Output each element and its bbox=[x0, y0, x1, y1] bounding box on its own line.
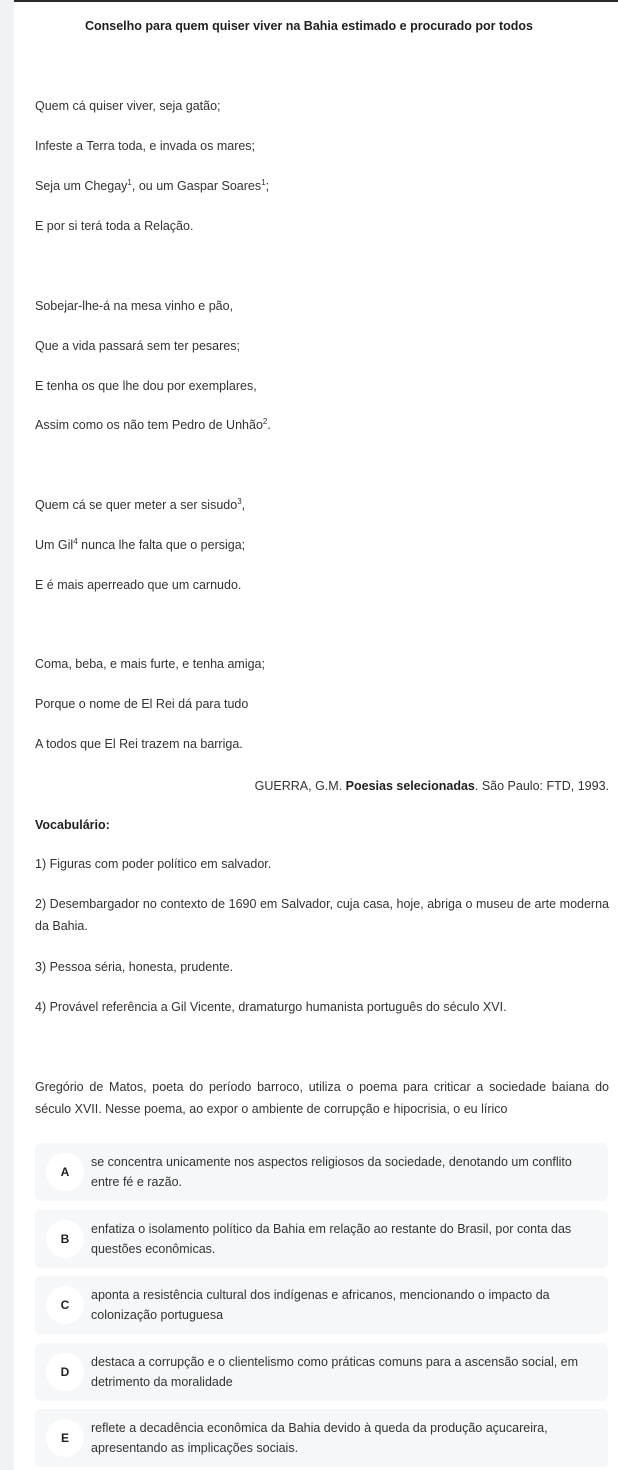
vocabulary-item: 4) Provável referência a Gil Vicente, dramaturgo humanista português do século XVI. bbox=[35, 1000, 507, 1014]
option-letter: D bbox=[46, 1353, 84, 1391]
footnote-ref: 1 bbox=[127, 177, 132, 187]
poem-line: E é mais aperreado que um carnudo. bbox=[35, 578, 242, 592]
answer-option-c[interactable] bbox=[35, 1276, 608, 1334]
poem-line: Assim como os não tem Pedro de Unhão$^2$. bbox=[35, 416, 271, 432]
poem-line: Infeste a Terra toda, e invada os mares; bbox=[35, 139, 256, 153]
vocabulary-item: 2) Desembargador no contexto de 1690 em Salvador, cuja casa, hoje, abriga o museu de arte moderna da Bahia. bbox=[35, 897, 609, 933]
vocabulary-heading: Vocabulário: bbox=[35, 818, 110, 832]
poem-line: Seja um Chegay$^1$, ou um Gaspar Soares$^1$; bbox=[35, 177, 270, 193]
answer-option-a[interactable] bbox=[35, 1143, 608, 1201]
option-text: enfatiza o isolamento político da Bahia em relação ao restante do Brasil, por conta das questões econômicas. bbox=[91, 1222, 572, 1256]
poem-line: Porque o nome de El Rei dá para tudo bbox=[35, 697, 249, 711]
answer-option-d[interactable] bbox=[35, 1343, 608, 1401]
poem-line: Um Gil$^4$ nunca lhe falta que o persiga; bbox=[35, 536, 246, 552]
question-stem: Gregório de Matos, poeta do período barroco, utiliza o poema para criticar a sociedade baiana do século XVII. Nesse poema, ao expor o ambiente de corrupção e hipocrisia, o eu lírico bbox=[35, 1080, 609, 1116]
option-letter: E bbox=[46, 1419, 84, 1457]
top-divider bbox=[14, 0, 618, 2]
footnote-ref: 2 bbox=[262, 416, 268, 426]
poem-line: Sobejar-lhe-á na mesa vinho e pão, bbox=[35, 299, 234, 313]
vocabulary-item: 3) Pessoa séria, honesta, prudente. bbox=[35, 960, 234, 974]
option-letter: B bbox=[46, 1220, 84, 1258]
option-text: reflete a decadência econômica da Bahia devido à queda da produção açucareira, apresentando as implicações sociais. bbox=[91, 1421, 548, 1455]
poem-line: E tenha os que lhe dou por exemplares, bbox=[35, 379, 257, 393]
option-text: se concentra unicamente nos aspectos religiosos da sociedade, denotando um conflito entre fé e razão. bbox=[91, 1155, 572, 1189]
poem-line: E por si terá toda a Relação. bbox=[35, 219, 194, 233]
poem-line: Coma, beba, e mais furte, e tenha amiga; bbox=[35, 657, 265, 671]
answer-option-b[interactable] bbox=[35, 1210, 608, 1268]
footnote-ref: 3 bbox=[237, 496, 242, 506]
option-letter: A bbox=[46, 1153, 84, 1191]
option-text: aponta a resistência cultural dos indígenas e africanos, mencionando o impacto da colonização portuguesa bbox=[91, 1288, 550, 1322]
poem-line: Que a vida passará sem ter pesares; bbox=[35, 339, 240, 353]
citation-book-title: Poesias selecionadas bbox=[345, 779, 475, 793]
vocabulary-item: 1) Figuras com poder político em salvador. bbox=[35, 857, 272, 871]
answer-option-e[interactable] bbox=[35, 1409, 608, 1467]
poem-line: Quem cá se quer meter a ser sisudo$^3$, bbox=[35, 496, 246, 512]
left-rail bbox=[0, 0, 14, 1470]
poem-line: Quem cá quiser viver, seja gatão; bbox=[35, 99, 221, 113]
footnote-ref: 4 bbox=[73, 536, 78, 546]
citation: GUERRA, G.M. Poesias selecionadas. São Paulo: FTD, 1993. bbox=[254, 779, 609, 793]
poem-title: Conselho para quem quiser viver na Bahia estimado e procurado por todos bbox=[84, 19, 534, 33]
option-letter: C bbox=[46, 1286, 84, 1324]
option-text: destaca a corrupção e o clientelismo como práticas comuns para a ascensão social, em detrimento da moralidade bbox=[91, 1355, 579, 1389]
footnote-ref: 1 bbox=[261, 177, 266, 187]
poem-line: A todos que El Rei trazem na barriga. bbox=[35, 737, 243, 751]
